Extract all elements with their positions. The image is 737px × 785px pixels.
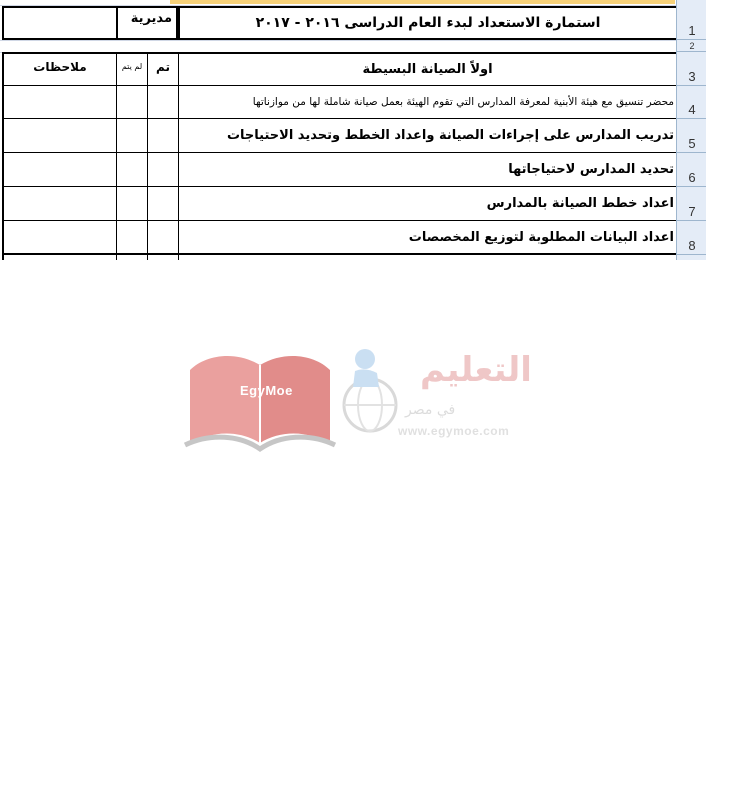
notes-cell-2[interactable] bbox=[2, 119, 116, 153]
directorate-value-cell[interactable] bbox=[2, 6, 116, 40]
col-notes-header[interactable] bbox=[2, 52, 116, 86]
watermark-subtitle: في مصر bbox=[405, 402, 456, 418]
row-header-8[interactable]: 8 bbox=[677, 221, 706, 255]
done-cell-2[interactable] bbox=[147, 119, 178, 153]
col-not-done-header[interactable] bbox=[116, 52, 147, 86]
col-notes-label: ملاحظات bbox=[33, 60, 87, 74]
row-header-3[interactable]: 3 bbox=[677, 52, 706, 86]
notes-cell-4[interactable] bbox=[2, 187, 116, 221]
directorate-label: مديرية bbox=[130, 11, 172, 26]
directorate-label-cell[interactable] bbox=[116, 6, 178, 40]
not-done-cell-1[interactable] bbox=[116, 86, 147, 119]
partial-row-cell bbox=[178, 255, 676, 260]
item-cell-2[interactable] bbox=[178, 119, 676, 153]
item-cell-1[interactable] bbox=[178, 86, 676, 119]
open-book-icon bbox=[180, 345, 340, 455]
done-cell-3[interactable] bbox=[147, 153, 178, 187]
form-title: استمارة الاستعداد لبدء العام الدراسى ٢٠١٦ - ٢٠١٧ bbox=[255, 15, 601, 31]
row-header-2[interactable]: 2 bbox=[677, 40, 706, 52]
notes-cell-1[interactable] bbox=[2, 86, 116, 119]
row-headers bbox=[676, 0, 706, 260]
watermark-url: www.egymoe.com bbox=[398, 424, 510, 438]
row-header-7[interactable]: 7 bbox=[677, 187, 706, 221]
done-cell-4[interactable] bbox=[147, 187, 178, 221]
item-text-3: تحديد المدارس لاحتياجاتها bbox=[508, 162, 674, 177]
not-done-cell-3[interactable] bbox=[116, 153, 147, 187]
not-done-cell-2[interactable] bbox=[116, 119, 147, 153]
row-header-6[interactable]: 6 bbox=[677, 153, 706, 187]
item-cell-5[interactable] bbox=[178, 221, 676, 255]
watermark-logo bbox=[180, 345, 550, 460]
item-text-4: اعداد خطط الصيانة بالمدارس bbox=[486, 196, 674, 211]
partial-row-cell bbox=[116, 255, 147, 260]
row-header-1[interactable]: 1 bbox=[677, 6, 706, 40]
gridline bbox=[0, 40, 676, 41]
watermark-brand: EgyMoe bbox=[240, 383, 293, 398]
item-text-1: محضر تنسيق مع هيئة الأبنية لمعرفة المدارس التي تقوم الهيئة بعمل صيانة شاملة لها من موازناتها bbox=[252, 96, 674, 108]
partial-row-cell bbox=[147, 255, 178, 260]
item-cell-4[interactable] bbox=[178, 187, 676, 221]
item-cell-3[interactable] bbox=[178, 153, 676, 187]
item-text-5: اعداد البيانات المطلوبة لتوزيع المخصصات bbox=[408, 229, 674, 245]
section-title: اولاً الصيانة البسيطة bbox=[362, 62, 493, 77]
partial-row-cell bbox=[2, 255, 116, 260]
watermark-title: التعليم bbox=[420, 350, 532, 390]
done-cell-1[interactable] bbox=[147, 86, 178, 119]
col-done-header[interactable] bbox=[147, 52, 178, 86]
not-done-cell-4[interactable] bbox=[116, 187, 147, 221]
row-header-4[interactable]: 4 bbox=[677, 86, 706, 119]
header-accent-bar bbox=[170, 0, 675, 4]
col-done-label: تم bbox=[156, 60, 170, 74]
globe-child-icon bbox=[335, 345, 405, 435]
spreadsheet bbox=[0, 0, 706, 260]
item-text-2: تدريب المدارس على إجراءات الصيانة واعداد الخطط وتحديد الاحتياجات bbox=[226, 128, 674, 143]
notes-cell-5[interactable] bbox=[2, 221, 116, 255]
not-done-cell-5[interactable] bbox=[116, 221, 147, 255]
done-cell-5[interactable] bbox=[147, 221, 178, 255]
section-title-cell[interactable] bbox=[178, 52, 676, 86]
col-not-done-label: لم يتم bbox=[121, 62, 143, 71]
notes-cell-3[interactable] bbox=[2, 153, 116, 187]
row-header-5[interactable]: 5 bbox=[677, 119, 706, 153]
form-title-cell[interactable] bbox=[178, 6, 676, 40]
